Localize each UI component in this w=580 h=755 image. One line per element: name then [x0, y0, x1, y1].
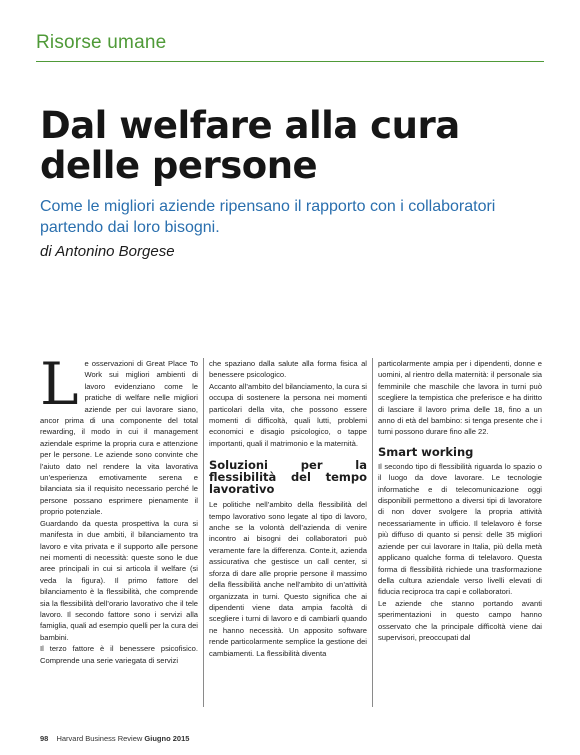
paragraph: Il terzo fattore è il benessere psicofisico. Comprende una serie variegata di servizi: [40, 644, 198, 665]
subheading: Smart working: [378, 444, 474, 459]
paragraph: Le politiche nell’ambito della flessibilità del tempo lavorativo sono legate al tipo di lavoro, anche se la volontà dell’azienda di venire incontro ai bisogni dei collaboratori può veramente fare la differenza. Conte.it, azienda assicurativa che gestisce un call center, si sforza di dare alle proprie persone il massimo della flessibilità anche nell’ambito di un’attività organizzata in turni. Questo significa che ai dipendenti viene data ampia facoltà di scegliere i turni di lavoro e di cambiarli quando ne hanno necessità. Un apposito software rende particolarmente semplice la gestione dei cambiamenti. La flessibilità diventa: [209, 500, 367, 658]
article-title: Dal welfare alla cura delle persone: [40, 104, 460, 187]
issue-date: Giugno 2015: [144, 734, 190, 743]
subheading: Soluzioni per la flessibilità del tempo lavorativo: [209, 458, 367, 497]
article-body: [40, 358, 542, 707]
section-label: Risorse umane: [36, 32, 167, 53]
drop-cap: L: [40, 358, 79, 418]
column-divider: [372, 358, 373, 707]
column-1: [40, 358, 198, 707]
byline: di Antonino Borgese: [40, 243, 175, 260]
page-footer: [40, 734, 189, 743]
section-rule: [36, 61, 544, 62]
article-deck: Come le migliori aziende ripensano il rapporto con i collaboratori partendo dai loro bisogni.: [40, 198, 496, 236]
paragraph: Accanto all’ambito del bilanciamento, la cura si occupa di sostenere la persona nei momenti particolari della vita, che possono essere momenti di difficoltà, quali lutti, problemi economici e disagio psicologico, o tappe importanti, quali il matrimonio e la maternità.: [209, 381, 367, 448]
paragraph: Il secondo tipo di flessibilità riguarda lo spazio o il luogo da dove lavorare. Le tecnologie informatiche e di telecomunicazione oggi disponibili permettono a diversi tipi di lavoratore di non dover svolgere la propria attività necessariamente in ufficio. Il telelavoro è forse più diffuso di quanto si pensi: delle 35 migliori aziende per cui lavorare in Italia, più della metà applicano qualche forma di telelavoro. Questa forma di flessibilità richiede una trasformazione della cultura aziendale verso livelli elevati di fiducia reciproca tra capi e collaboratori.: [378, 461, 542, 597]
column-2: [209, 358, 367, 707]
paragraph: che spaziano dalla salute alla forma fisica al benessere psicologico.: [209, 359, 367, 380]
paragraph: Le aziende che stanno portando avanti sperimentazioni in questo campo hanno osservato che la principale difficoltà viene dai supervisori, preoccupati dal: [378, 598, 542, 642]
paragraph: Guardando da questa prospettiva la cura si manifesta in due ambiti, il bilanciamento tra lavoro e vita privata e il supporto alle persone nei momenti di necessità: queste sono le due aree principali in cui si articola il welfare (si veda la figura). Il primo fattore del bilanciamento è la flessibilità, che comprende sia la flessibilità dell’orario lavorativo che il tele lavoro. Il secondo fattore sono i servizi alla famiglia, quali ad esempio quelli per la cura dei bambini.: [40, 518, 198, 642]
publication-name: Harvard Business Review: [56, 734, 143, 743]
paragraph: particolarmente ampia per i dipendenti, donne e uomini, al rientro della maternità: il personale sia femminile che maschile che lavora in turni può scegliere la tempistica che preferisce e ha diritto di lasciare il lavoro prima delle 18, fino a un anno di età del bambino: si tenga presente che i turni possono durare fino alle 22.: [378, 359, 542, 437]
paragraph: Le osservazioni di Great Place To Work sui migliori ambienti di lavoro evidenziano come le pratiche di welfare nelle migliori aziende per cui lavorare siano, ancor prima di una componente del total rewarding, il modo in cui il management aziendale esprime la propria cura e attenzione per le persone. Le aziende sono convinte che l’aiuto dato nel rendere la vita lavorativa un’esperienza emotivamente serena e bilanciata sia il requisito necessario perché le persone possano esprimere pienamente il proprio potenziale.: [40, 358, 198, 517]
column-3: [378, 358, 542, 707]
column-divider: [203, 358, 204, 707]
page-number: 98: [40, 734, 49, 743]
